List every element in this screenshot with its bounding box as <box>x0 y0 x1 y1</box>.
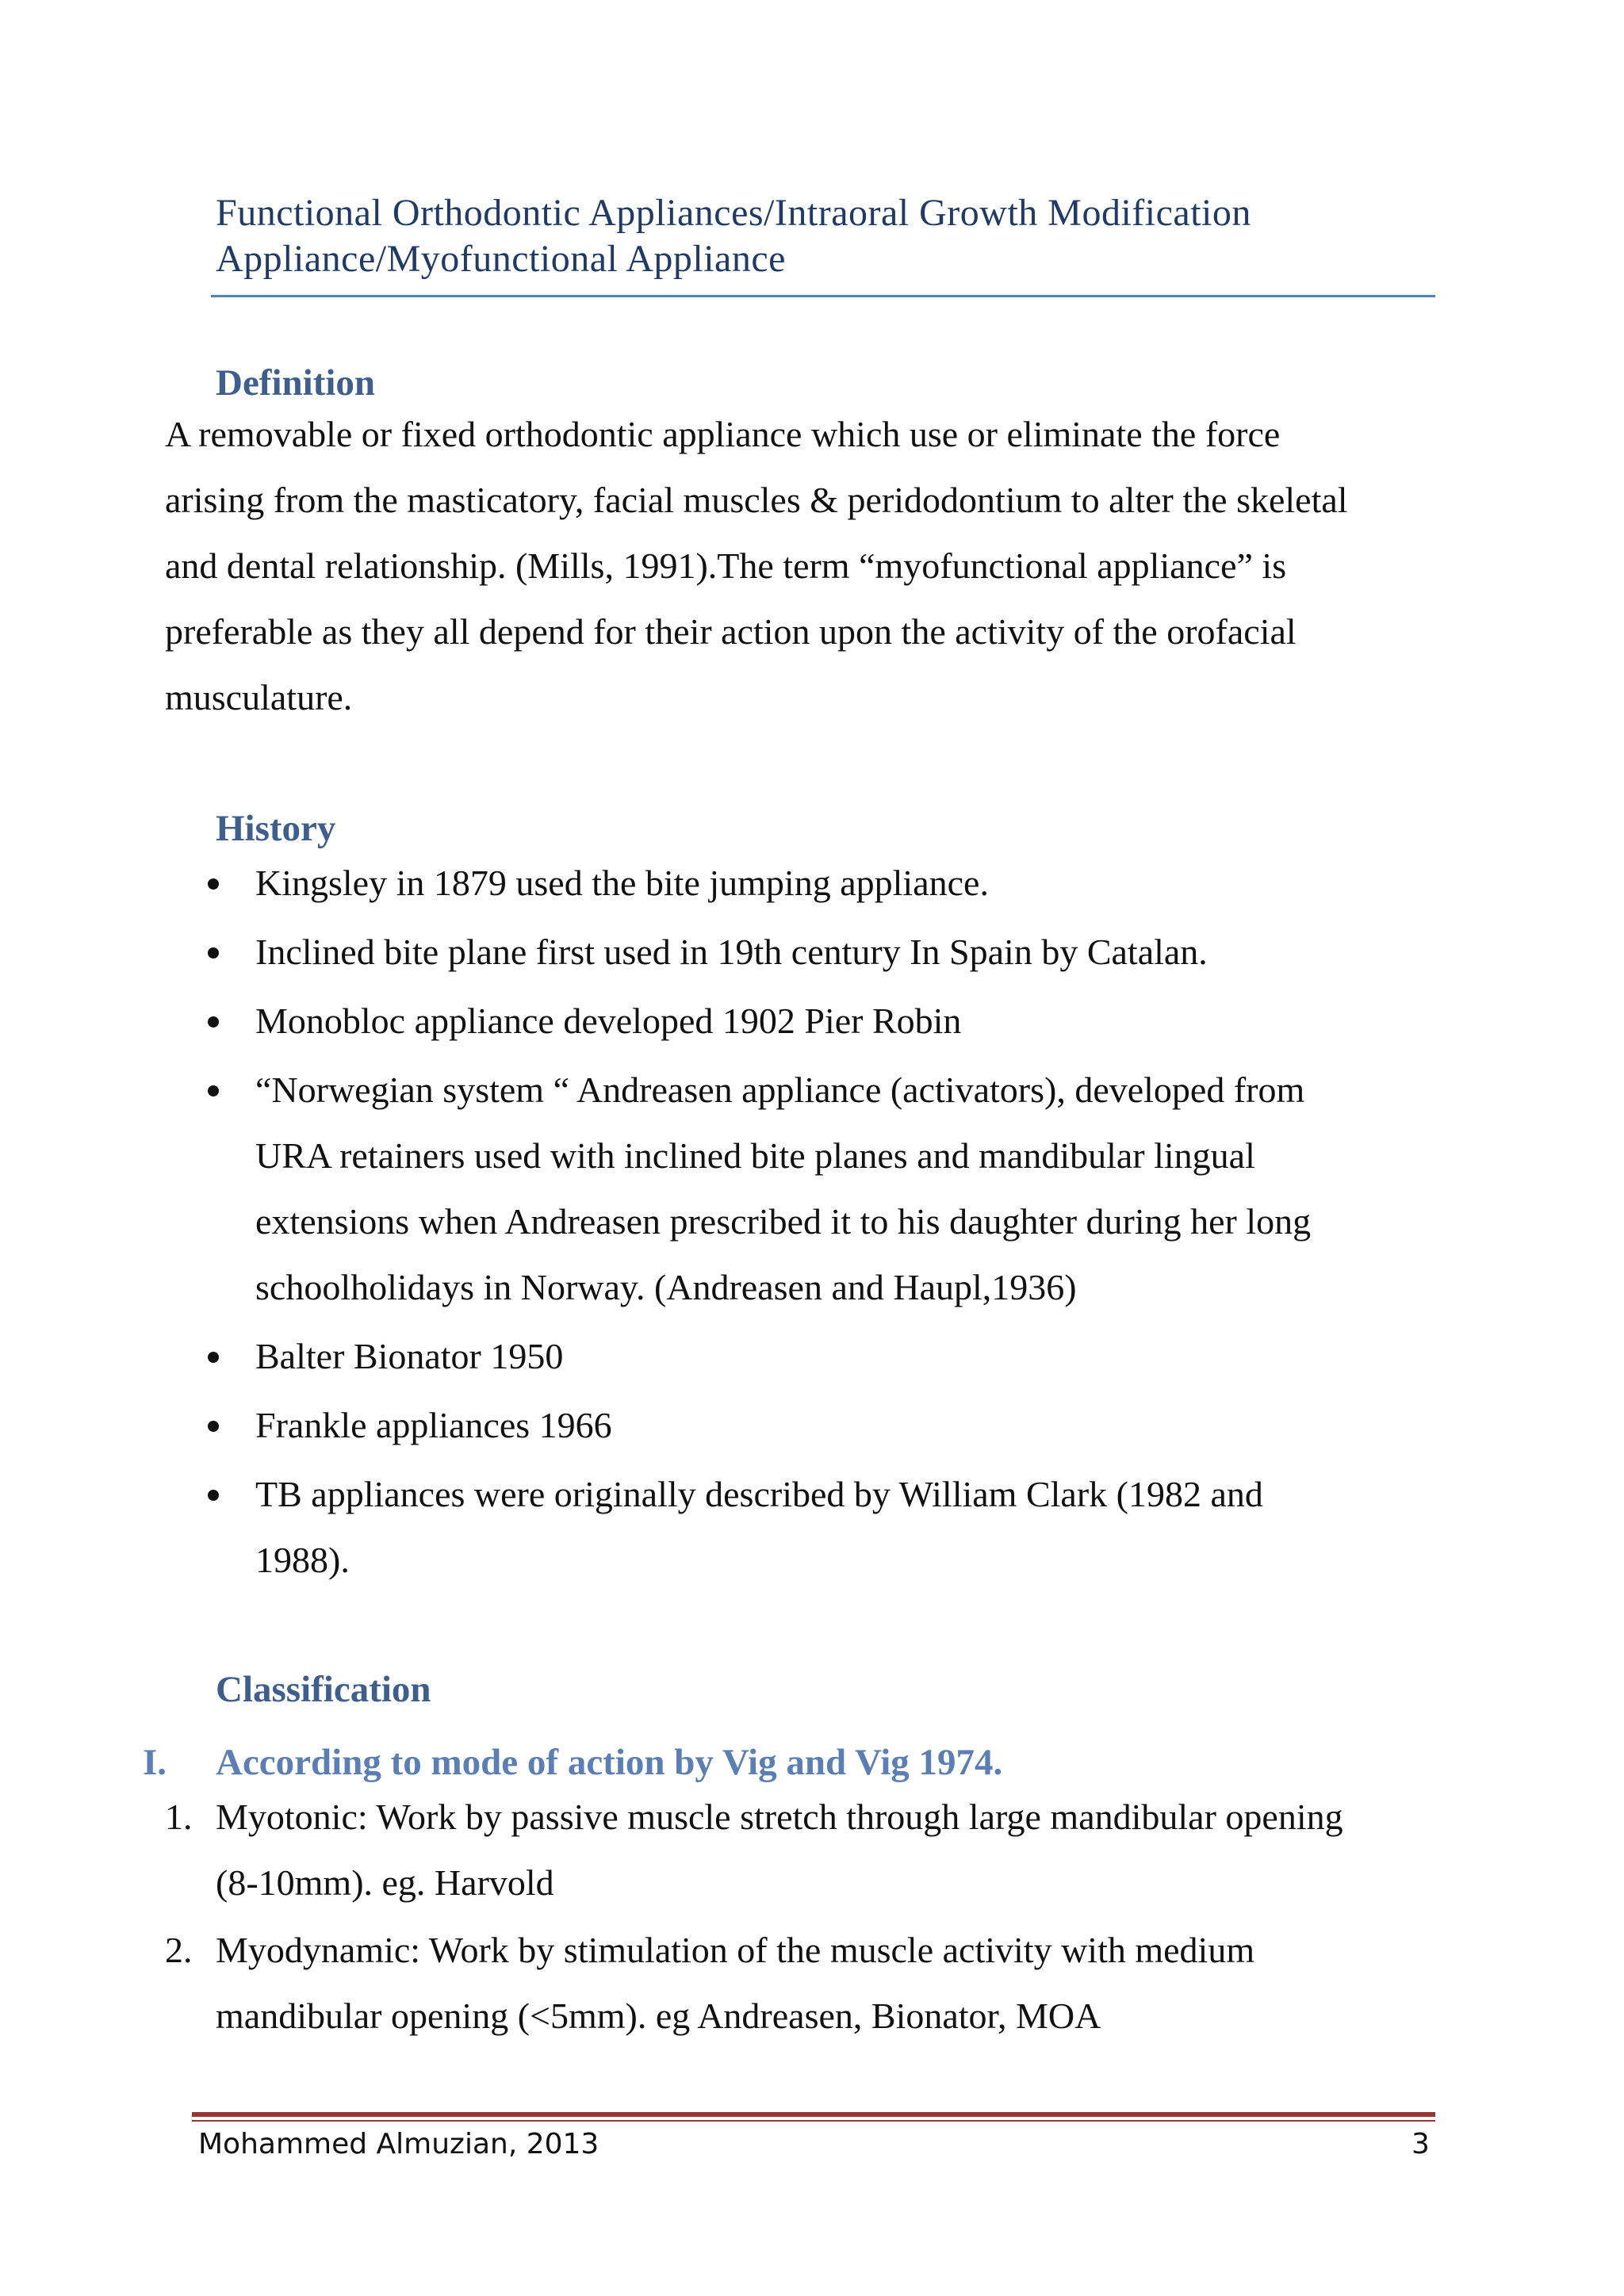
bullet-icon <box>208 1490 219 1501</box>
classification-heading: Classification <box>216 1669 431 1710</box>
list-item: Inclined bite plane first used in 19th century In Spain by Catalan. <box>0 919 1365 985</box>
roman-numeral: I. <box>143 1742 167 1783</box>
list-item: 1. Myotonic: Work by passive muscle stretch through large mandibular opening (8-10mm). eg. Harvold <box>0 1784 1421 1915</box>
definition-line: musculature. <box>165 677 353 718</box>
footer-divider-thick <box>192 2112 1435 2117</box>
footer-author: Mohammed Almuzian, 2013 <box>198 2128 599 2160</box>
bullet-icon <box>208 1016 219 1027</box>
running-header-title <box>216 190 1405 282</box>
bullet-icon <box>208 1085 219 1096</box>
item-number: 2. <box>165 1930 193 1970</box>
list-item: Balter Bionator 1950 <box>0 1323 1365 1389</box>
bullet-icon <box>208 947 219 959</box>
page-number: 3 <box>1411 2128 1430 2160</box>
bullet-icon <box>208 1352 219 1363</box>
history-heading: History <box>216 808 336 849</box>
list-item: TB appliances were originally described by William Clark (1982 and 1988). <box>0 1461 1365 1593</box>
list-item: Monobloc appliance developed 1902 Pier Robin <box>0 988 1365 1054</box>
list-item: 2. Myodynamic: Work by stimulation of the muscle activity with medium mandibular opening (<5mm). eg Andreasen, Bionator, MOA <box>0 1917 1421 2049</box>
header-title-line-1: Functional Orthodontic Appliances/Intraoral Growth Modification <box>216 192 1251 234</box>
bullet-icon <box>208 878 219 890</box>
list-item: Kingsley in 1879 used the bite jumping appliance. <box>0 850 1365 916</box>
definition-paragraph <box>165 401 1434 730</box>
classification-list <box>0 1784 1421 2049</box>
bullet-icon <box>208 1421 219 1432</box>
list-item: “Norwegian system “ Andreasen appliance (activators), developed from URA retainers used with inclined bite planes and mandibular lingual extensions when Andreasen prescribed it to his daughter during her long schoolholidays in Norway. (Andreasen and Haupl,1936) <box>0 1057 1365 1320</box>
history-list <box>0 850 1365 1593</box>
definition-line: and dental relationship. (Mills, 1991).The term “myofunctional appliance” is <box>165 545 1287 586</box>
header-title-line-2: Appliance/Myofunctional Appliance <box>216 238 786 280</box>
definition-heading: Definition <box>216 362 376 404</box>
classification-subheading: According to mode of action by Vig and Vig 1974. <box>216 1742 1003 1783</box>
definition-line: A removable or fixed orthodontic appliance which use or eliminate the force <box>165 414 1281 454</box>
header-divider <box>211 295 1435 297</box>
definition-line: arising from the masticatory, facial muscles & peridodontium to alter the skeletal <box>165 480 1348 520</box>
item-number: 1. <box>165 1797 193 1837</box>
definition-line: preferable as they all depend for their action upon the activity of the orofacial <box>165 611 1297 652</box>
footer-divider-thin <box>192 2120 1435 2122</box>
list-item: Frankle appliances 1966 <box>0 1392 1365 1458</box>
